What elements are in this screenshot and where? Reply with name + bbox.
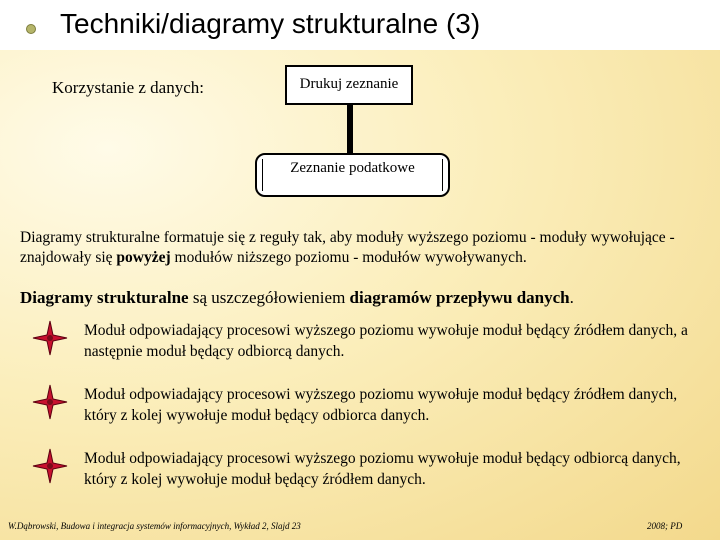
slide-title: Techniki/diagramy strukturalne (3) (60, 8, 481, 39)
paragraph1-bold-word: powyżej (116, 249, 171, 266)
diagram-label: Korzystanie z danych: (52, 78, 204, 97)
paragraph2-bold-term-1: Diagramy strukturalne (20, 288, 189, 307)
paragraph2-end: . (569, 288, 574, 307)
four-point-star-icon (32, 448, 68, 484)
paragraph-structure-rule (20, 228, 710, 268)
bullet-text-1: Moduł odpowiadający procesowi wyższego poziomu wywołuje moduł będący źródłem danych, a następnie moduł będący odbiorcą danych. (84, 322, 688, 360)
module-box-print-return: Drukuj zeznanie (285, 65, 413, 105)
paragraph1-text-start: Diagramy strukturalne formatuje się z reguły tak, aby moduły wyższego poziomu - moduły wywołujące - znajdowały się (20, 229, 675, 266)
bullet-item-3 (30, 448, 710, 498)
paragraph2-bold-term-2: diagramów przepływu danych (349, 288, 570, 307)
diagram-connector (347, 105, 353, 153)
footer-date: 2008; PD (647, 521, 683, 531)
four-point-star-icon (32, 384, 68, 420)
four-point-star-icon (32, 320, 68, 356)
data-store-tax-return (255, 153, 450, 197)
bullet-item-2 (30, 384, 710, 434)
bullet-text-2: Moduł odpowiadający procesowi wyższego poziomu wywołuje moduł będący źródłem danych, który z kolej wywołuje moduł będący odbiorca danych. (84, 386, 678, 424)
bullet-text-3: Moduł odpowiadający procesowi wyższego poziomu wywołuje moduł będący odbiorcą danych, który z kolej wywołuje moduł będący źródłem danych. (84, 450, 681, 488)
bullet-item-1 (30, 320, 710, 370)
paragraph1-text-end: modułów niższego poziomu - modułów wywoływanych. (170, 249, 527, 266)
footer-citation: W.Dąbrowski, Budowa i integracja systemów informacyjnych, Wykład 2, Slajd 23 (8, 521, 301, 531)
data-store-label: Zeznanie podatkowe (290, 160, 415, 176)
paragraph2-middle: są uszczegółowieniem (188, 288, 350, 307)
paragraph-refinement (20, 287, 710, 309)
title-bullet-icon (26, 24, 36, 34)
